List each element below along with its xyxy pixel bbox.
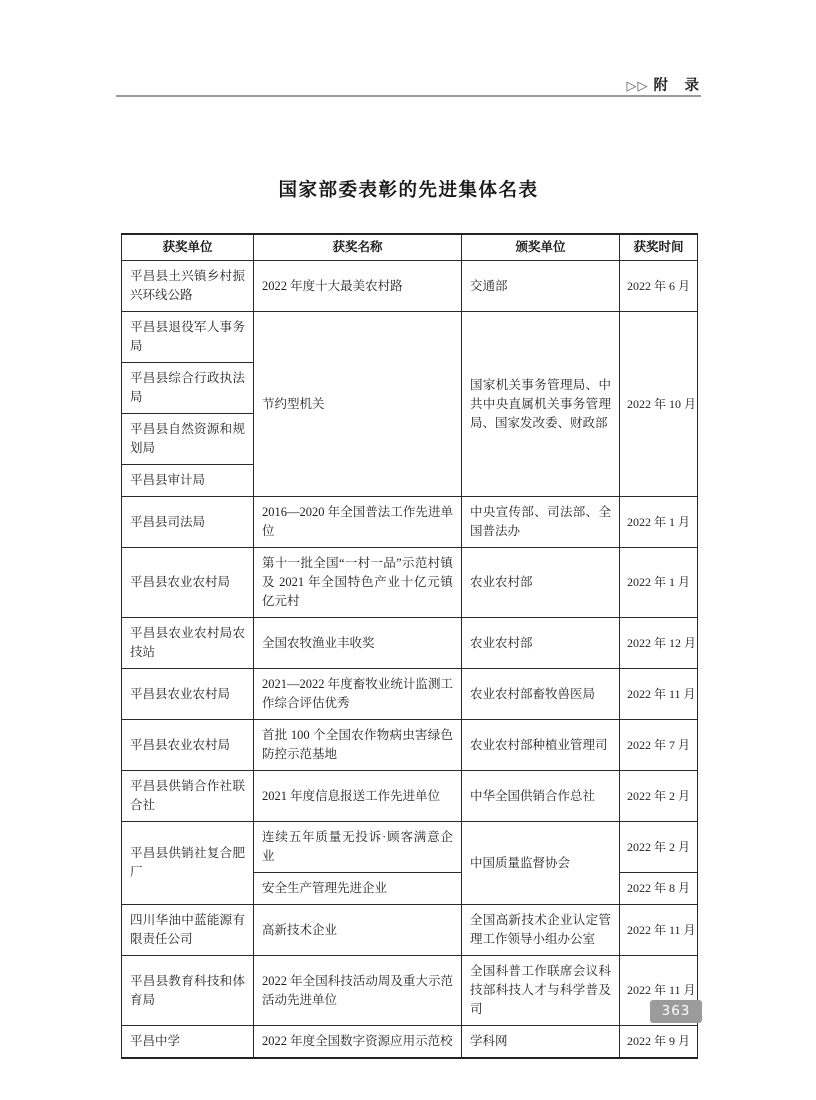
table-cell: 平昌县农业农村局 xyxy=(122,548,254,618)
table-cell: 农业农村部种植业管理司 xyxy=(462,720,620,771)
table-cell: 平昌县供销社复合肥厂 xyxy=(122,822,254,905)
table-body xyxy=(122,261,698,1059)
table-cell: 平昌县农业农村局农技站 xyxy=(122,618,254,669)
table-cell: 安全生产管理先进企业 xyxy=(254,873,462,905)
table-cell: 平昌县自然资源和规划局 xyxy=(122,414,254,465)
table-cell: 学科网 xyxy=(462,1026,620,1059)
page-number-badge: 363 xyxy=(650,1000,702,1023)
table-cell: 四川华油中蓝能源有限责任公司 xyxy=(122,905,254,956)
table-cell: 国家机关事务管理局、中共中央直属机关事务管理局、国家发改委、财政部 xyxy=(462,312,620,497)
table-row xyxy=(122,956,698,1026)
table-cell: 2022 年 1 月 xyxy=(620,497,698,548)
table-cell: 平昌县供销合作社联合社 xyxy=(122,771,254,822)
table-cell: 2021—2022 年度畜牧业统计监测工作综合评估优秀 xyxy=(254,669,462,720)
table-cell: 高新技术企业 xyxy=(254,905,462,956)
table-cell: 2022 年 11 月 xyxy=(620,956,698,1026)
column-header-issuer: 颁奖单位 xyxy=(462,234,620,261)
awards-table xyxy=(121,233,698,1059)
table-cell: 2022 年全国科技活动周及重大示范活动先进单位 xyxy=(254,956,462,1026)
table-cell: 平昌中学 xyxy=(122,1026,254,1059)
table-header-row xyxy=(122,234,698,261)
table-cell: 2022 年 2 月 xyxy=(620,822,698,873)
table-header xyxy=(122,234,698,261)
table-cell: 2022 年 6 月 xyxy=(620,261,698,312)
page-title: 国家部委表彰的先进集体名表 xyxy=(278,179,539,200)
table-cell: 2022 年度十大最美农村路 xyxy=(254,261,462,312)
table-cell: 第十一批全国“一村一品”示范村镇及 2021 年全国特色产业十亿元镇亿元村 xyxy=(254,548,462,618)
table-cell: 2016—2020 年全国普法工作先进单位 xyxy=(254,497,462,548)
table-row xyxy=(122,822,698,873)
table-cell: 农业农村部 xyxy=(462,548,620,618)
table-row xyxy=(122,548,698,618)
table-cell: 平昌县土兴镇乡村振兴环线公路 xyxy=(122,261,254,312)
table-cell: 交通部 xyxy=(462,261,620,312)
table-cell: 2022 年 2 月 xyxy=(620,771,698,822)
table-cell: 连续五年质量无投诉·顾客满意企业 xyxy=(254,822,462,873)
table-cell: 平昌县司法局 xyxy=(122,497,254,548)
table-cell: 全国科普工作联席会议科技部科技人才与科学普及司 xyxy=(462,956,620,1026)
table-cell: 2022 年 11 月 xyxy=(620,669,698,720)
column-header-date: 获奖时间 xyxy=(620,234,698,261)
table-cell: 2022 年 10 月 xyxy=(620,312,698,497)
table-cell: 2022 年 1 月 xyxy=(620,548,698,618)
table-row xyxy=(122,720,698,771)
table-cell: 中国质量监督协会 xyxy=(462,822,620,905)
table-cell: 2022 年 11 月 xyxy=(620,905,698,956)
table-cell: 农业农村部畜牧兽医局 xyxy=(462,669,620,720)
table-row xyxy=(122,669,698,720)
right-triangles-icon: ▷▷ xyxy=(626,79,649,94)
table-cell: 平昌县农业农村局 xyxy=(122,669,254,720)
table-row xyxy=(122,1026,698,1059)
page-header xyxy=(116,0,701,100)
table-cell: 2022 年 12 月 xyxy=(620,618,698,669)
table-cell: 节约型机关 xyxy=(254,312,462,497)
table-row xyxy=(122,905,698,956)
table-cell: 中央宣传部、司法部、全国普法办 xyxy=(462,497,620,548)
table-cell: 平昌县教育科技和体育局 xyxy=(122,956,254,1026)
table-cell: 2022 年 8 月 xyxy=(620,873,698,905)
table-cell: 农业农村部 xyxy=(462,618,620,669)
running-head xyxy=(627,74,701,95)
running-head-label: 附 录 xyxy=(653,78,700,94)
table-cell: 平昌县农业农村局 xyxy=(122,720,254,771)
table-row xyxy=(122,618,698,669)
table-cell: 2021 年度信息报送工作先进单位 xyxy=(254,771,462,822)
table-cell: 2022 年度全国数字资源应用示范校 xyxy=(254,1026,462,1059)
table-cell: 中华全国供销合作总社 xyxy=(462,771,620,822)
table-cell: 首批 100 个全国农作物病虫害绿色防控示范基地 xyxy=(254,720,462,771)
table-cell: 全国农牧渔业丰收奖 xyxy=(254,618,462,669)
header-rule xyxy=(116,95,701,97)
table-cell: 2022 年 9 月 xyxy=(620,1026,698,1059)
column-header-unit: 获奖单位 xyxy=(122,234,254,261)
table-row xyxy=(122,261,698,312)
table-row xyxy=(122,497,698,548)
table-cell: 平昌县审计局 xyxy=(122,465,254,497)
table-cell: 平昌县退役军人事务局 xyxy=(122,312,254,363)
table-row xyxy=(122,312,698,363)
table-cell: 全国高新技术企业认定管理工作领导小组办公室 xyxy=(462,905,620,956)
table-cell: 平昌县综合行政执法局 xyxy=(122,363,254,414)
table-cell: 2022 年 7 月 xyxy=(620,720,698,771)
column-header-award: 获奖名称 xyxy=(254,234,462,261)
table-row xyxy=(122,771,698,822)
